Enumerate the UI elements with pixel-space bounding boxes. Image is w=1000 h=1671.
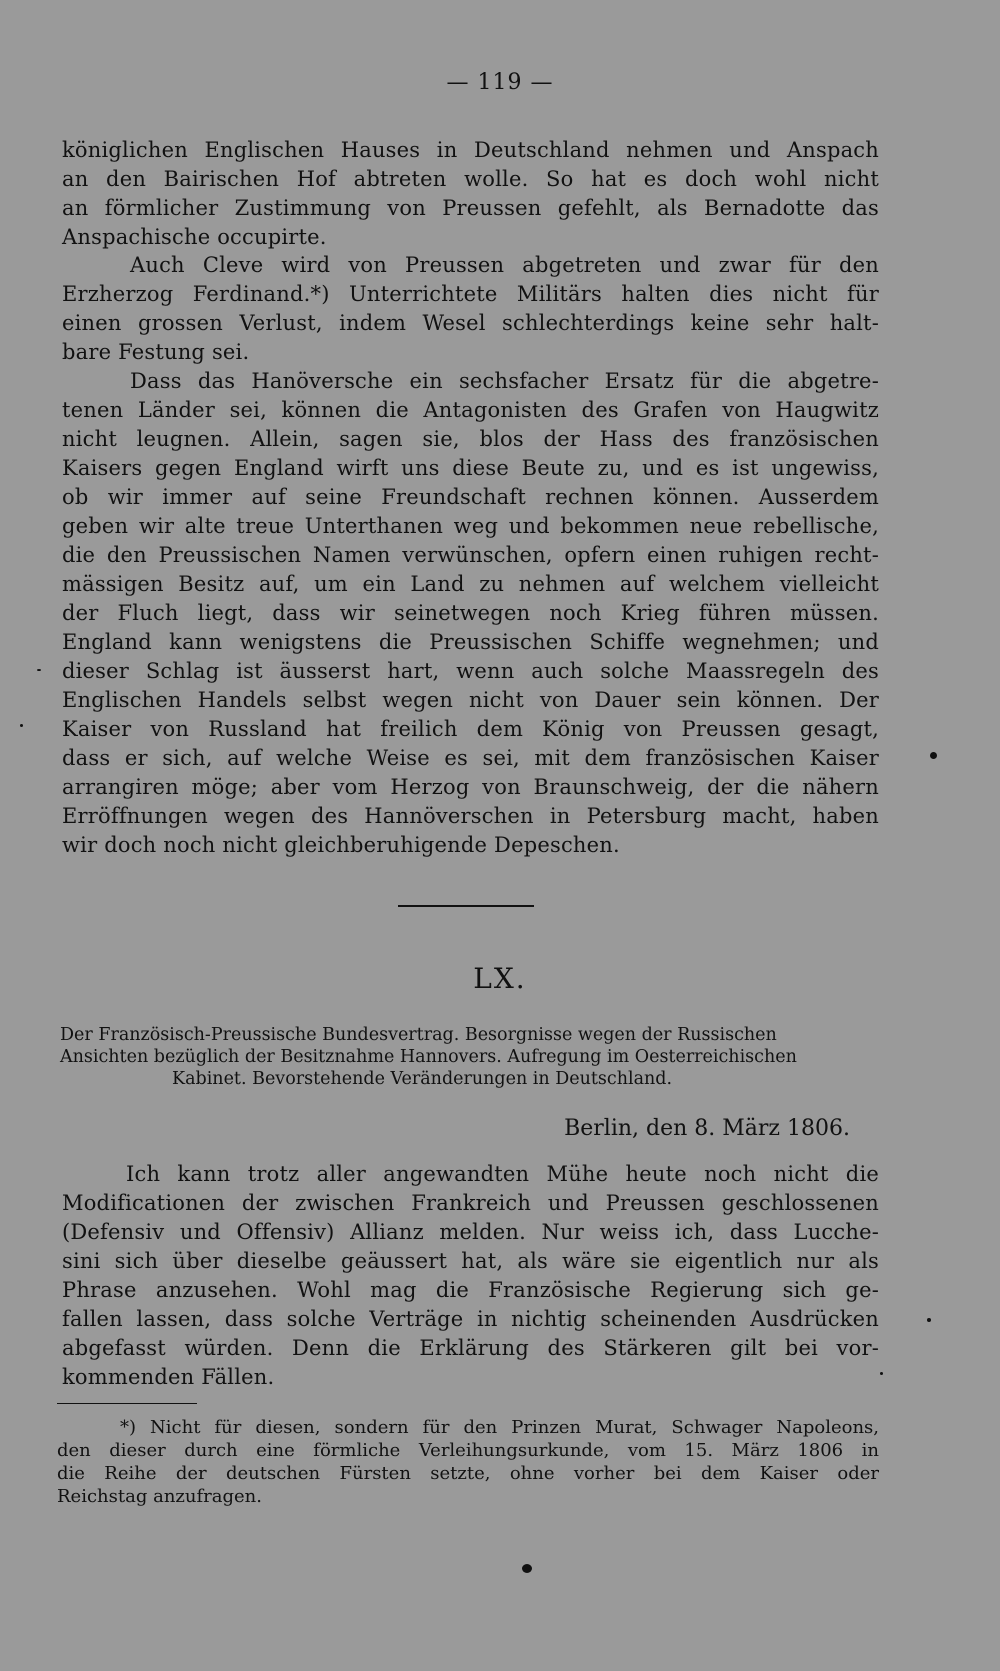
- text-line: königlichen Englischen Hauses in Deutschland nehmen und Anspach: [62, 138, 879, 162]
- page-number: — 119 —: [446, 70, 554, 95]
- footnote-line: *) Nicht für diesen, sondern für den Prinzen Murat, Schwager Napoleons,: [120, 1417, 879, 1438]
- text-line: Kaisers gegen England wirft uns diese Beute zu, und es ist ungewiss,: [62, 456, 879, 480]
- text-line: Englischen Handels selbst wegen nicht von Dauer sein können. Der: [62, 688, 879, 712]
- footnote-line: Reichstag anzufragen.: [57, 1486, 262, 1507]
- text-line: an förmlicher Zustimmung von Preussen gefehlt, als Bernadotte das: [62, 196, 879, 220]
- text-line: Phrase anzusehen. Wohl mag die Französische Regierung sich ge-: [62, 1278, 879, 1302]
- text-line: ob wir immer auf seine Freundschaft rechnen können. Ausserdem: [62, 485, 879, 509]
- text-line: mässigen Besitz auf, um ein Land zu nehmen auf welchem vielleicht: [62, 572, 879, 596]
- summary-line: Kabinet. Bevorstehende Veränderungen in Deutschland.: [172, 1069, 673, 1089]
- summary-line: Ansichten bezüglich der Besitznahme Hannovers. Aufregung im Oesterreichischen: [60, 1047, 797, 1067]
- text-line: England kann wenigstens die Preussischen Schiffe wegnehmen; und: [62, 630, 879, 654]
- dateline: Berlin, den 8. März 1806.: [564, 1116, 850, 1141]
- scan-speck: [522, 1564, 532, 1573]
- footnote-line: die Reihe der deutschen Fürsten setzte, ohne vorher bei dem Kaiser oder: [57, 1463, 879, 1484]
- footnote-line: den dieser durch eine förmliche Verleihungsurkunde, vom 15. März 1806 in: [57, 1440, 879, 1461]
- text-line: die den Preussischen Namen verwünschen, opfern einen ruhigen recht-: [62, 543, 879, 567]
- text-line: dass er sich, auf welche Weise es sei, mit dem französischen Kaiser: [62, 746, 879, 770]
- text-line: an den Bairischen Hof abtreten wolle. So hat es doch wohl nicht: [62, 167, 879, 191]
- text-line: tenen Länder sei, können die Antagonisten des Grafen von Haugwitz: [62, 398, 879, 422]
- scan-speck: [927, 1318, 931, 1322]
- scan-speck: [37, 669, 41, 671]
- text-line: nicht leugnen. Allein, sagen sie, blos der Hass des französischen: [62, 427, 879, 451]
- section-divider: [398, 905, 534, 907]
- text-line: Anspachische occupirte.: [62, 225, 327, 249]
- text-line: sini sich über dieselbe geäussert hat, als wäre sie eigentlich nur als: [62, 1249, 879, 1273]
- text-line: (Defensiv und Offensiv) Allianz melden. Nur weiss ich, dass Lucche-: [62, 1220, 879, 1244]
- text-line: Erröffnungen wegen des Hannöverschen in Petersburg macht, haben: [62, 804, 879, 828]
- text-line: einen grossen Verlust, indem Wesel schlechterdings keine sehr halt-: [62, 311, 879, 335]
- footnote-divider: [57, 1403, 197, 1404]
- scan-speck: [880, 1372, 883, 1375]
- text-line: Ich kann trotz aller angewandten Mühe heute noch nicht die: [126, 1162, 879, 1186]
- text-line: arrangiren möge; aber vom Herzog von Braunschweig, der die nähern: [62, 775, 879, 799]
- text-line: Modificationen der zwischen Frankreich und Preussen geschlossenen: [62, 1191, 879, 1215]
- text-line: Dass das Hanöversche ein sechsfacher Ersatz für die abgetre-: [130, 369, 879, 393]
- text-line: kommenden Fällen.: [62, 1365, 275, 1389]
- text-line: Auch Cleve wird von Preussen abgetreten und zwar für den: [130, 253, 879, 277]
- scan-speck: [930, 752, 937, 759]
- text-line: dieser Schlag ist äusserst hart, wenn auch solche Maassregeln des: [62, 659, 879, 683]
- text-line: fallen lassen, dass solche Verträge in nichtig scheinenden Ausdrücken: [62, 1307, 879, 1331]
- scan-speck: [20, 724, 23, 727]
- text-line: bare Festung sei.: [62, 340, 250, 364]
- text-line: Erzherzog Ferdinand.*) Unterrichtete Militärs halten dies nicht für: [62, 282, 879, 306]
- text-line: geben wir alte treue Unterthanen weg und bekommen neue rebellische,: [62, 514, 879, 538]
- section-number: LX.: [473, 962, 527, 995]
- summary-line: Der Französisch-Preussische Bundesvertrag. Besorgnisse wegen der Russischen: [60, 1025, 777, 1045]
- text-line: abgefasst würden. Denn die Erklärung des Stärkeren gilt bei vor-: [62, 1336, 879, 1360]
- text-line: wir doch noch nicht gleichberuhigende Depeschen.: [62, 833, 620, 857]
- text-line: der Fluch liegt, dass wir seinetwegen noch Krieg führen müssen.: [62, 601, 879, 625]
- text-line: Kaiser von Russland hat freilich dem König von Preussen gesagt,: [62, 717, 879, 741]
